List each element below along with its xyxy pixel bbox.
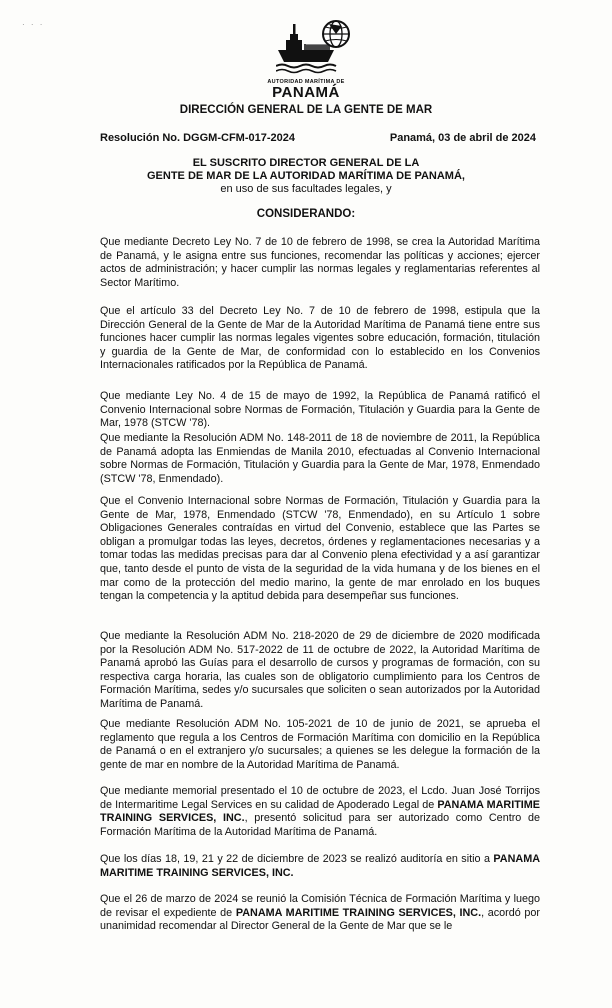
paragraph-2: Que el artículo 33 del Decreto Ley No. 7 de 10 de febrero de 1998, estipula que la Dirección General de la Gente de Mar de la Autoridad Marítima de Panamá tiene entre sus funciones hacer cumplir las normas legales vigentes sobre educación, formación, titulación y guardia de la Gente de Mar, de conformidad con lo establecido en los Convenios Internacionales ratificados por la República de Panamá. — [100, 305, 540, 372]
preamble-line-2: GENTE DE MAR DE LA AUTORIDAD MARÍTIMA DE PANAMÁ, — [147, 170, 465, 182]
direction-title: DIRECCIÓN GENERAL DE LA GENTE DE MAR — [179, 104, 433, 116]
resolution-number: Resolución No. DGGM-CFM-017-2024 — [100, 132, 295, 144]
paragraph-10-text-c: , acordó por unanimidad recomendar al Director General de la Gente de Mar que se le — [100, 906, 540, 933]
paragraph-10-text-a: Que el 26 de marzo de 2024 se reunió la Comisión Técnica de Formación Marítima y luego de revisar el expediente de — [100, 893, 540, 919]
preamble-line-3: en uso de sus facultades legales, y — [220, 183, 392, 195]
paragraph-6: Que mediante la Resolución ADM No. 218-2020 de 29 de diciembre de 2020 modificada por la Resolución ADM No. 517-2022 de 11 de octubre de 2022, la Autoridad Marítima de Panamá aprobó las Guías para el desarrollo de cursos y programas de formación, con su respectiva carga horaria, las cuales son de obligatorio cumplimiento para los Centros de Formación Marítima, sedes y/o sucursales que soliciten o sean autorizados por la Autoridad Marítima de Panamá. — [100, 630, 540, 710]
company-name: PANAMA MARITIME TRAINING SERVICES, INC. — [100, 853, 540, 879]
autoridad-maritima-emblem-icon — [276, 14, 350, 78]
considerando-heading: CONSIDERANDO: — [256, 208, 356, 220]
company-name: PANAMA MARITIME TRAINING SERVICES, INC. — [100, 798, 540, 825]
paragraph-5: Que el Convenio Internacional sobre Normas de Formación, Titulación y Guardia para la Gente de Mar, 1978, Enmendado (STCW '78, Enmendado), en su Artículo 1 sobre Obligaciones Generales contraídas en virtud del Convenio, establece que las Partes se obligan a promulgar todas las leyes, decretos, órdenes y reglamentaciones necesarias y a tomar todas las medidas precisas para dar al Convenio plena efectividad y a así garantizar que, tanto desde el punto de vista de la seguridad de la vida humana y de los bienes en el mar como de la protección del medio marino, la gente de mar enrolado en los buques tengan la competencia y la aptitud debida para desempeñar sus funciones. — [100, 495, 540, 603]
paragraph-9 — [100, 853, 540, 880]
resolution-place-date: Panamá, 03 de abril de 2024 — [389, 132, 536, 144]
company-name: PANAMA MARITIME TRAINING SERVICES, INC. — [235, 906, 482, 919]
paragraph-8-text-a: Que mediante memorial presentado el 10 de octubre de 2023, el Lcdo. Juan José Torrijos de Intermaritime Legal Services en su calidad de Apoderado Legal de — [100, 785, 540, 811]
paragraph-7: Que mediante Resolución ADM No. 105-2021 de 10 de junio de 2021, se aprueba el reglamento que regula a los Centros de Formación Marítima con domicilio en la República de Panamá o en el extranjero y/o sucursales; a quienes se les delegue la formación de la gente de mar en nombre de la Autoridad Marítima de Panamá. — [100, 718, 540, 771]
organization-subtitle: AUTORIDAD MARÍTIMA DE — [267, 79, 345, 85]
organization-name: PANAMÁ — [272, 84, 340, 101]
paragraph-4: Que mediante la Resolución ADM No. 148-2011 de 18 de noviembre de 2011, la República de Panamá adopta las Enmiendas de Manila 2010, efectuadas al Convenio Internacional sobre Normas de Formación, Titulación y Guardia para la Gente de Mar, 1978, Enmendado (STCW '78, Enmendado). — [100, 432, 540, 485]
preamble-line-1: EL SUSCRITO DIRECTOR GENERAL DE LA — [192, 157, 420, 169]
scan-artifact: · · · — [22, 20, 45, 29]
paragraph-8-text-c: , presentó solicitud para ser autorizado como Centro de Formación Marítima de la Autoridad Marítima de Panamá. — [100, 812, 540, 838]
paragraph-3: Que mediante Ley No. 4 de 15 de mayo de 1992, la República de Panamá ratificó el Convenio Internacional sobre Normas de Formación, Titulación y Guardia para la Gente de Mar, 1978 (STCW '78). — [100, 390, 540, 430]
paragraph-1: Que mediante Decreto Ley No. 7 de 10 de febrero de 1998, se crea la Autoridad Marítima de Panamá, y le asigna entre sus funciones, recomendar las políticas y acciones; ejercer actos de administración; y hacer cumplir las normas legales y reglamentarias referentes al Sector Marítimo. — [100, 236, 540, 289]
paragraph-8 — [100, 785, 540, 839]
paragraph-9-text-a: Que los días 18, 19, 21 y 22 de diciembre de 2023 se realizó auditoría en sitio a — [100, 853, 494, 865]
paragraph-10 — [100, 893, 540, 934]
